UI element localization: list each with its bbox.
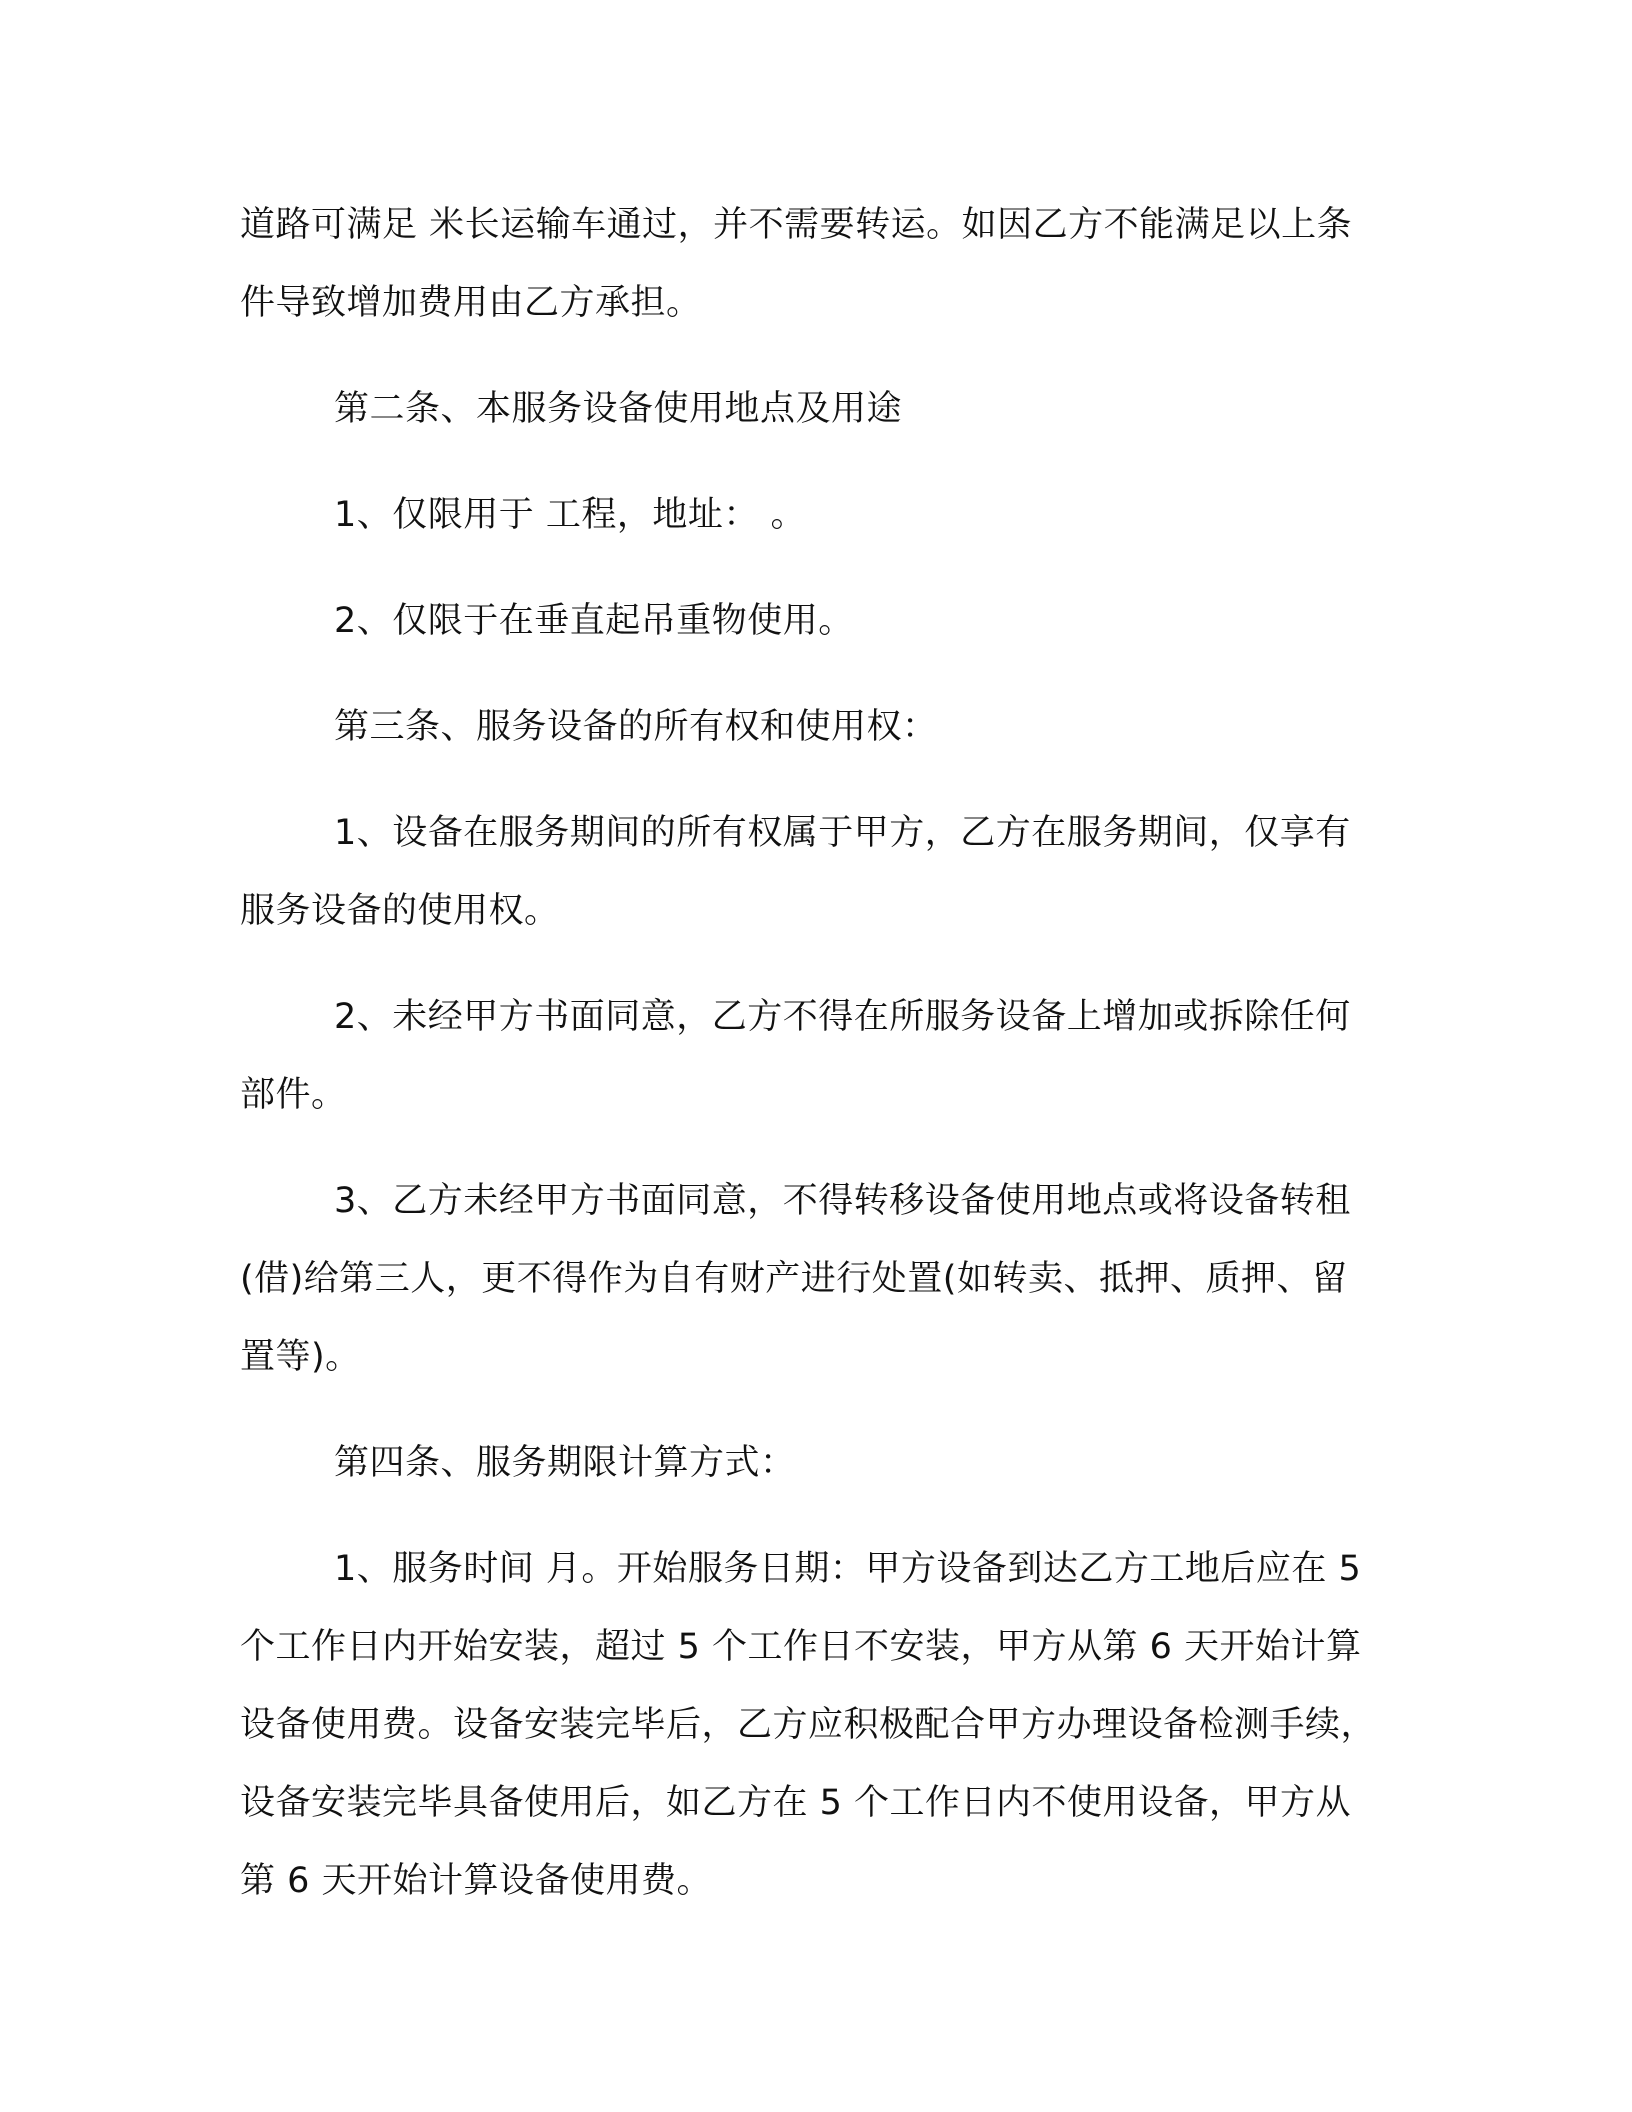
heading-article-3: 第三条、服务设备的所有权和使用权： [334,707,938,747]
paragraph-article-4-item-1: 1、服务时间 月。开始服务日期：甲方设备到达乙方工地后应在 5 个工作日内开始安装，超过 5 个工作日不安装，甲方从第 6 天开始计算设备使用费。设备安装完毕后，乙方应积极配合甲方办理设备检测手续，设备安装完毕具备使用后，如乙方在 5 个工作日内不使用设备，甲方从第 6 天开始计算设备使用费。 [240,1549,1377,1901]
paragraph-article-2-item-2: 2、仅限于在垂直起吊重物使用。 [334,601,854,641]
paragraph-article-3-item-2: 2、未经甲方书面同意，乙方不得在所服务设备上增加或拆除任何部件。 [240,997,1351,1115]
paragraph-article-2-item-1: 1、仅限用于 工程，地址： 。 [334,495,807,535]
heading-article-2: 第二条、本服务设备使用地点及用途 [334,389,903,429]
heading-article-4: 第四条、服务期限计算方式： [334,1443,796,1483]
paragraph-article-3-item-3: 3、乙方未经甲方书面同意，不得转移设备使用地点或将设备转租(借)给第三人，更不得作为自有财产进行处置(如转卖、抵押、质押、留置等)。 [240,1181,1351,1377]
document-body [240,186,1382,1920]
paragraph-article-3-item-1: 1、设备在服务期间的所有权属于甲方，乙方在服务期间，仅享有服务设备的使用权。 [240,813,1351,931]
paragraph-transport-conditions: 道路可满足 米长运输车通过，并不需要转运。如因乙方不能满足以上条件导致增加费用由乙方承担。 [240,205,1353,323]
